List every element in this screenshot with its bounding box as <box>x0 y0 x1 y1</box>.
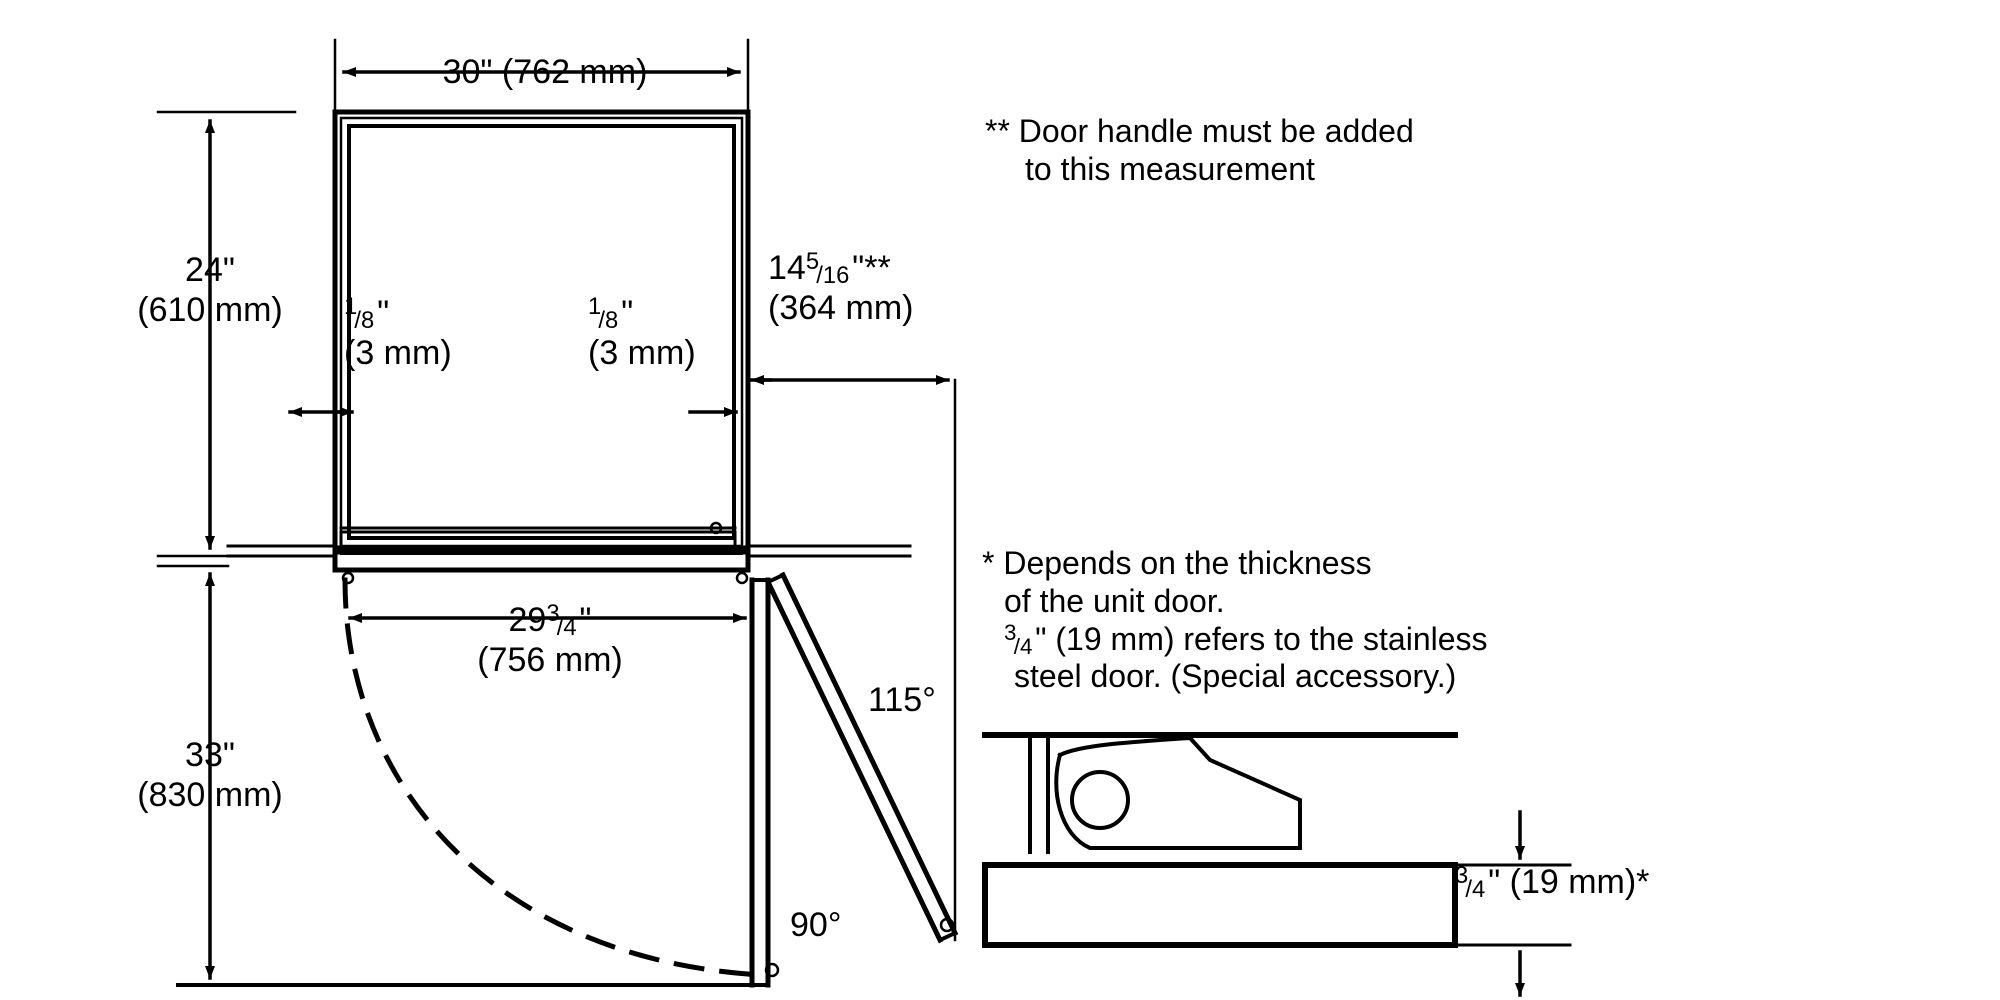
dimension-door-depth: 145/16"** (364 mm) <box>768 248 914 328</box>
dimension-door-width: 293/4" (756 mm) <box>395 600 705 680</box>
door-depth-value: 145/16"** <box>768 248 891 290</box>
dimension-width-top: 30" (762 mm) <box>442 53 648 91</box>
dimension-gap-left: 1/8" (3 mm) <box>344 293 452 373</box>
dimension-height-upper: 24" (610 mm) <box>137 251 283 330</box>
note-door-thickness: * Depends on the thickness of the unit door. 3/4" (19 mm) refers to the stainless steel door. (Special accessory.) <box>982 545 1488 695</box>
gap-right-fraction: 1/8" <box>588 293 634 335</box>
angle-90-label: 90° <box>790 906 842 944</box>
note-door-handle: ** Door handle must be added to this measurement <box>985 113 1414 187</box>
door-width-value: 293/4" <box>508 600 592 642</box>
angle-115-label: 115° <box>868 681 936 719</box>
dimension-gap-right: 1/8" (3 mm) <box>588 293 696 373</box>
dimension-height-lower: 33" (830 mm) <box>137 736 283 815</box>
dimension-panel-thickness: 3/4" (19 mm)* <box>1455 862 1650 904</box>
gap-left-fraction: 1/8" <box>344 293 390 335</box>
